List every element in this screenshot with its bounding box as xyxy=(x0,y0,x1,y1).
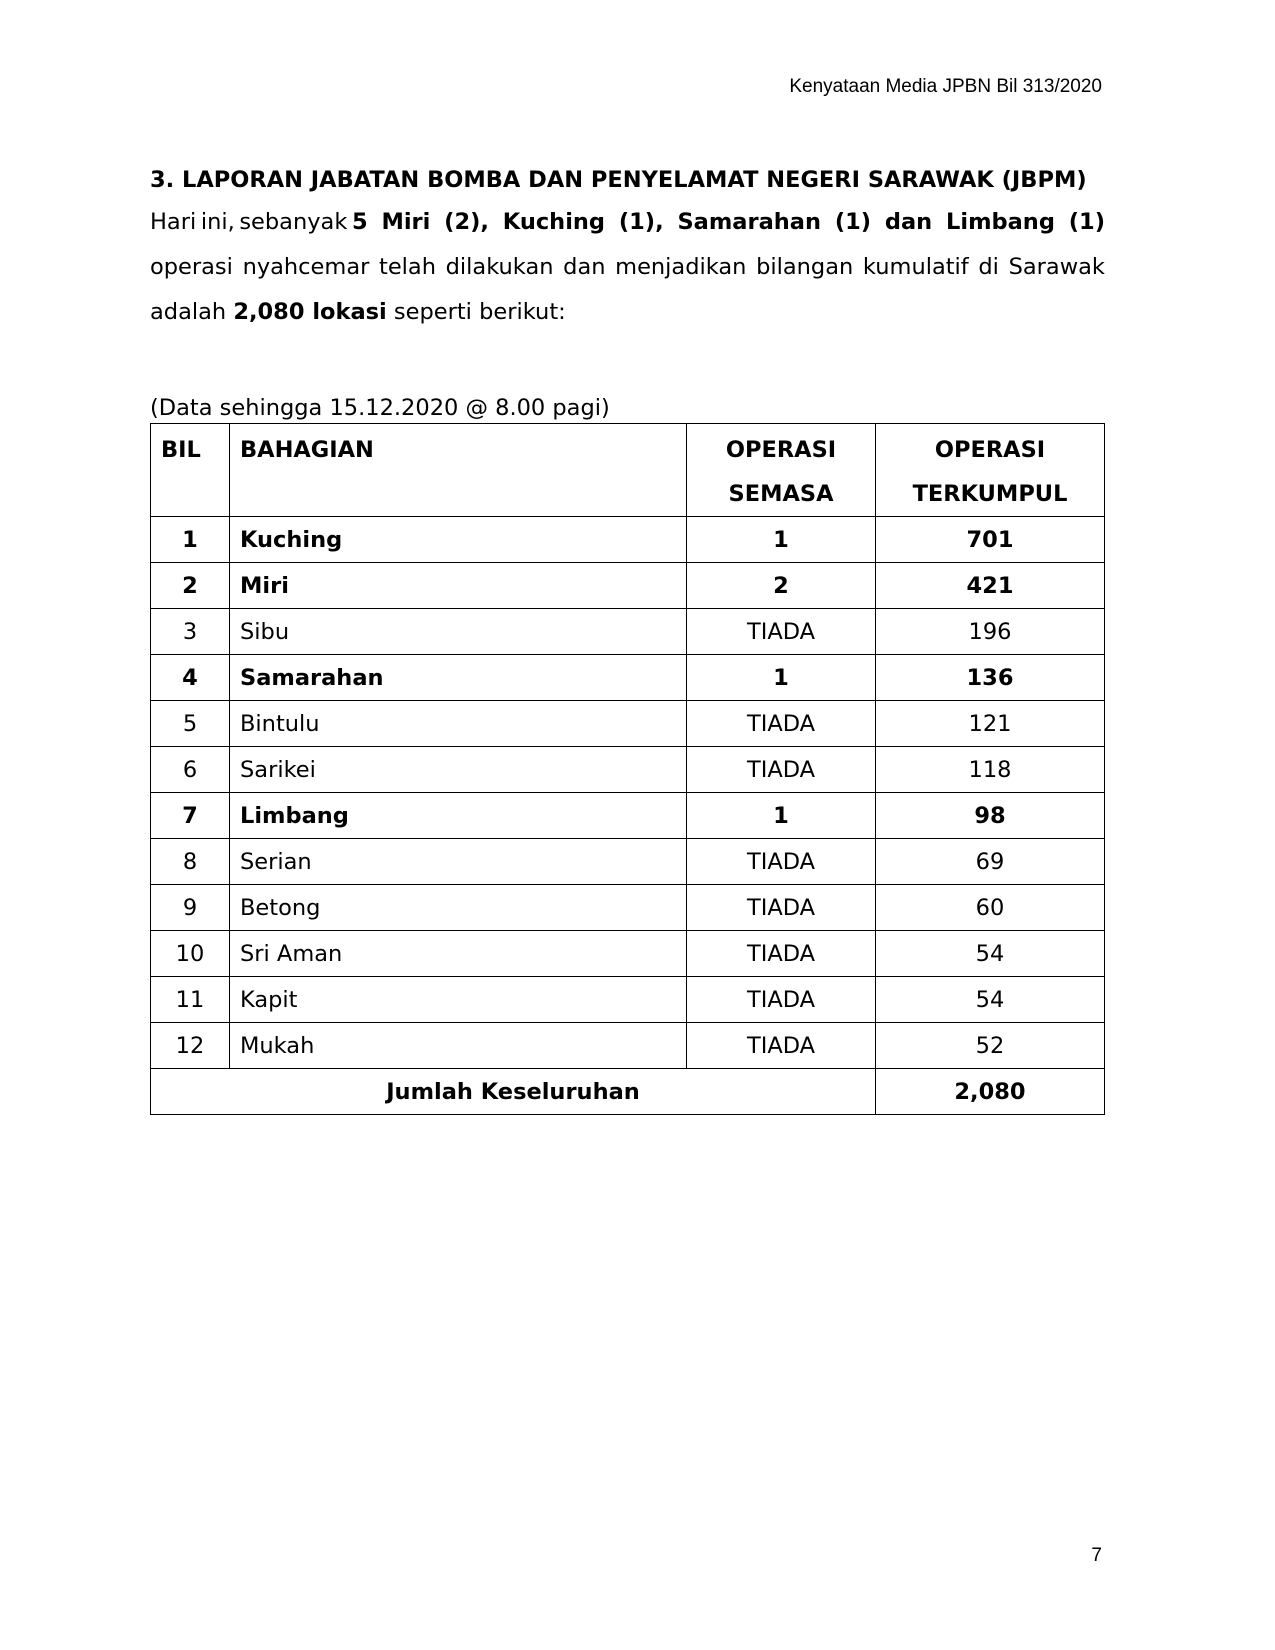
cell-terkumpul: 54 xyxy=(876,977,1105,1023)
section-title: 3. LAPORAN JABATAN BOMBA DAN PENYELAMAT NEGERI SARAWAK (JBPM) xyxy=(150,167,1087,193)
cell-semasa: 2 xyxy=(687,563,876,609)
cell-bahagian: Bintulu xyxy=(230,701,687,747)
cell-terkumpul: 52 xyxy=(876,1023,1105,1069)
table-row xyxy=(151,839,1105,885)
cell-bahagian: Serian xyxy=(230,839,687,885)
header-bil: BIL xyxy=(151,424,230,517)
paragraph-line-3 xyxy=(150,290,1105,335)
cell-bahagian: Miri xyxy=(230,563,687,609)
header-operasi-terkumpul: OPERASI TERKUMPUL xyxy=(876,424,1105,517)
cell-bahagian: Betong xyxy=(230,885,687,931)
document-content xyxy=(150,160,1105,1115)
cell-terkumpul: 421 xyxy=(876,563,1105,609)
cell-semasa: 1 xyxy=(687,517,876,563)
cell-bil: 1 xyxy=(151,517,230,563)
cell-semasa: TIADA xyxy=(687,839,876,885)
total-label: Jumlah Keseluruhan xyxy=(151,1069,876,1115)
table-total-row xyxy=(151,1069,1105,1115)
cell-terkumpul: 60 xyxy=(876,885,1105,931)
cell-bil: 3 xyxy=(151,609,230,655)
cell-terkumpul: 98 xyxy=(876,793,1105,839)
cell-bil: 7 xyxy=(151,793,230,839)
table-row xyxy=(151,747,1105,793)
paragraph-line-2 xyxy=(150,245,1105,290)
section-paragraph xyxy=(150,200,1105,335)
word: adalah xyxy=(150,299,227,325)
page-header-reference: Kenyataan Media JPBN Bil 313/2020 xyxy=(789,76,1102,97)
cell-semasa: TIADA xyxy=(687,885,876,931)
cell-semasa: TIADA xyxy=(687,747,876,793)
cell-bahagian: Sri Aman xyxy=(230,931,687,977)
table-row xyxy=(151,701,1105,747)
paragraph-line-1 xyxy=(150,200,1105,245)
cell-bil: 10 xyxy=(151,931,230,977)
cell-terkumpul: 118 xyxy=(876,747,1105,793)
table-row xyxy=(151,563,1105,609)
highlight-total-locations: 2,080 lokasi xyxy=(233,299,387,325)
word: menjadikan xyxy=(615,254,747,280)
word: seperti berikut: xyxy=(393,299,566,325)
table-row xyxy=(151,885,1105,931)
table-row xyxy=(151,793,1105,839)
word: ini, xyxy=(200,209,235,235)
cell-terkumpul: 69 xyxy=(876,839,1105,885)
cell-bahagian: Sibu xyxy=(230,609,687,655)
cell-semasa: 1 xyxy=(687,793,876,839)
operations-table xyxy=(150,423,1105,1115)
word: nyahcemar xyxy=(242,254,370,280)
cell-semasa: TIADA xyxy=(687,931,876,977)
cell-terkumpul: 701 xyxy=(876,517,1105,563)
cell-semasa: 1 xyxy=(687,655,876,701)
table-row xyxy=(151,1023,1105,1069)
cell-terkumpul: 121 xyxy=(876,701,1105,747)
cell-terkumpul: 136 xyxy=(876,655,1105,701)
word: dilakukan xyxy=(445,254,554,280)
cell-semasa: TIADA xyxy=(687,977,876,1023)
cell-bil: 12 xyxy=(151,1023,230,1069)
cell-bahagian: Kuching xyxy=(230,517,687,563)
word: operasi xyxy=(150,254,233,280)
cell-bil: 9 xyxy=(151,885,230,931)
word: telah xyxy=(379,254,436,280)
word: dan xyxy=(563,254,606,280)
highlight-locations: 5 Miri (2), Kuching (1), Samarahan (1) dan Limbang (1) xyxy=(351,209,1105,235)
table-row xyxy=(151,517,1105,563)
cell-bil: 8 xyxy=(151,839,230,885)
cell-bahagian: Limbang xyxy=(230,793,687,839)
word: sebanyak xyxy=(239,209,348,235)
word: bilangan xyxy=(756,254,854,280)
header-bahagian: BAHAGIAN xyxy=(230,424,687,517)
cell-semasa: TIADA xyxy=(687,1023,876,1069)
cell-bil: 4 xyxy=(151,655,230,701)
total-value: 2,080 xyxy=(876,1069,1105,1115)
cell-semasa: TIADA xyxy=(687,609,876,655)
cell-bil: 5 xyxy=(151,701,230,747)
table-header-row xyxy=(151,424,1105,517)
word: kumulatif xyxy=(862,254,969,280)
word: Sarawak xyxy=(1008,254,1105,280)
cell-terkumpul: 196 xyxy=(876,609,1105,655)
cell-bil: 11 xyxy=(151,977,230,1023)
data-date-note: (Data sehingga 15.12.2020 @ 8.00 pagi) xyxy=(150,395,610,421)
table-row xyxy=(151,931,1105,977)
cell-bil: 2 xyxy=(151,563,230,609)
cell-terkumpul: 54 xyxy=(876,931,1105,977)
page-number: 7 xyxy=(1091,1545,1102,1566)
table-row xyxy=(151,655,1105,701)
word: Hari xyxy=(150,209,197,235)
table-row xyxy=(151,977,1105,1023)
cell-bahagian: Samarahan xyxy=(230,655,687,701)
cell-bahagian: Sarikei xyxy=(230,747,687,793)
cell-bil: 6 xyxy=(151,747,230,793)
cell-bahagian: Mukah xyxy=(230,1023,687,1069)
cell-bahagian: Kapit xyxy=(230,977,687,1023)
header-operasi-semasa: OPERASI SEMASA xyxy=(687,424,876,517)
cell-semasa: TIADA xyxy=(687,701,876,747)
table-row xyxy=(151,609,1105,655)
word: di xyxy=(978,254,999,280)
